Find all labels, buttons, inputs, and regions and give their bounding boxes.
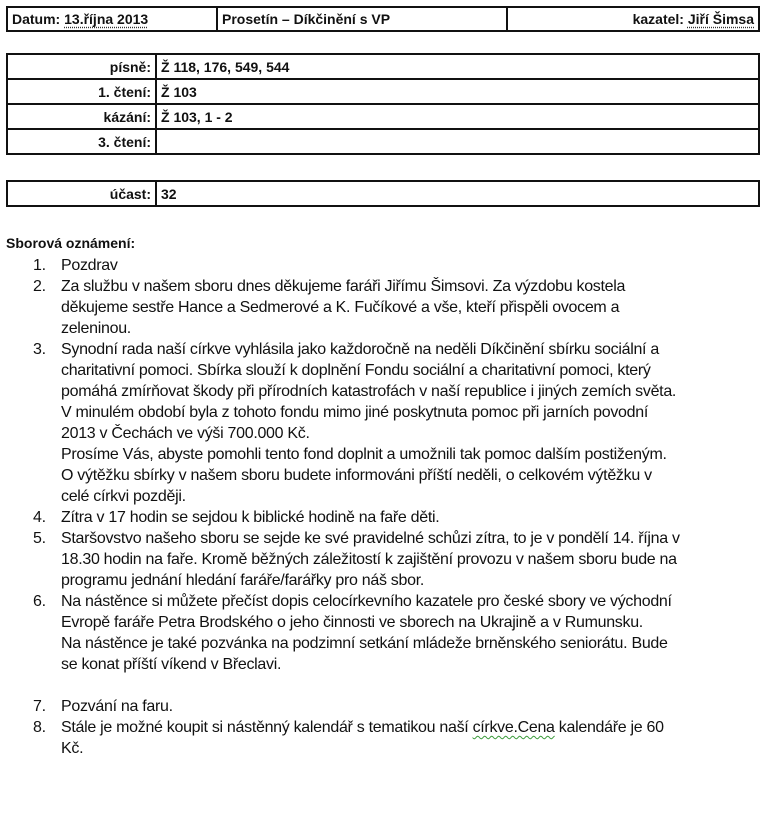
- announcement-item: [6, 717, 681, 759]
- item-number: 7.: [33, 698, 46, 715]
- item-text: Staršovstvo našeho sboru se sejde ke své pravidelné schůzi zítra, to je v pondělí 14. října v 18.30 hodin na faře. Kromě běžných záležitostí k zajištění provozu v našem sboru bude na programu jednání hledání faráře/farářky pro náš sbor.: [61, 530, 680, 589]
- item-text: Pozvání na faru.: [61, 698, 173, 715]
- sermon-label: kázání:: [7, 104, 156, 129]
- item-number: 6.: [33, 593, 46, 610]
- attendance-value: 32: [156, 181, 759, 206]
- preacher-cell: [507, 7, 759, 31]
- date-value: 13.října 2013: [64, 11, 149, 27]
- date-cell: [7, 7, 217, 31]
- item-text: [61, 717, 681, 759]
- announcements-list: [6, 255, 766, 759]
- announcement-item: [6, 528, 681, 591]
- third-reading-label: 3. čtení:: [7, 129, 156, 154]
- attendance-table: [6, 180, 760, 207]
- item-number: 8.: [33, 719, 46, 736]
- announcement-item: [6, 339, 681, 507]
- announcements-heading: Sborová oznámení:: [6, 235, 136, 251]
- order-row-first-reading: [7, 79, 759, 104]
- order-row-sermon: [7, 104, 759, 129]
- header-row: [7, 7, 759, 31]
- announcement-item: [6, 276, 681, 339]
- songs-label: písně:: [7, 54, 156, 79]
- blank-line: [61, 675, 681, 696]
- service-title: Prosetín – Díkčinění s VP: [217, 7, 507, 31]
- first-reading-label: 1. čtení:: [7, 79, 156, 104]
- item-text: Na nástěnce si můžete přečíst dopis celocírkevního kazatele pro české sbory ve východní Evropě faráře Petra Brodského o jeho činnosti ve sborech na Ukrajině a v Rumunsku.: [61, 593, 672, 631]
- date-label: Datum:: [12, 11, 61, 27]
- third-reading-value: [156, 129, 759, 154]
- announcement-item: [6, 591, 681, 696]
- item-number: 5.: [33, 530, 46, 547]
- announcement-item: [6, 255, 681, 276]
- service-order-table: [6, 53, 760, 155]
- item-text: O výtěžku sbírky v našem sboru budete informováni příští neděli, o celkovém výtěžku v celé církvi později.: [61, 467, 652, 505]
- service-header-table: [6, 6, 760, 32]
- first-reading-value: Ž 103: [156, 79, 759, 104]
- item-number: 4.: [33, 509, 46, 526]
- attendance-row: [7, 181, 759, 206]
- item-number: 1.: [33, 257, 46, 274]
- announcements-section: [6, 234, 766, 759]
- item-text: Zítra v 17 hodin se sejdou k biblické hodině na faře děti.: [61, 509, 440, 526]
- item-text: Synodní rada naší církve vyhlásila jako každoročně na neděli Díkčinění sbírku sociální a charitativní pomoci. Sbírka slouží k doplnění Fondu sociální a charitativní pomoci, který pomáhá zmírňovat škody při přírodních katastrofách v naší republice i jiných zemích světa. V minulém období byla z tohoto fondu mimo jiné poskytnuta pomoc při jarních povodní 2013 v Čechách ve výši 700.000 Kč.: [61, 341, 677, 442]
- announcement-item: [6, 507, 681, 528]
- item-text-before: Stále je možné koupit si nástěnný kalendář s tematikou naší: [61, 719, 473, 736]
- item-number: 2.: [33, 278, 46, 295]
- preacher-value: Jiří Šimsa: [687, 11, 754, 27]
- grammar-flagged-text: církve.Cena: [472, 719, 555, 736]
- attendance-label: účast:: [7, 181, 156, 206]
- preacher-label: kazatel:: [632, 11, 684, 27]
- order-row-songs: [7, 54, 759, 79]
- item-text: Za službu v našem sboru dnes děkujeme faráři Jiřímu Šimsovi. Za výzdobu kostela děkujeme sestře Hance a Sedmerové a K. Fučíkové a vše, kteří přispěli ovocem a zeleninou.: [61, 278, 626, 337]
- item-number: 3.: [33, 341, 46, 358]
- item-text: Na nástěnce je také pozvánka na podzimní setkání mládeže brněnského seniorátu. Bude se konat příští víkend v Břeclavi.: [61, 635, 668, 673]
- sermon-value: Ž 103, 1 - 2: [156, 104, 759, 129]
- item-text: Pozdrav: [61, 257, 118, 274]
- songs-value: Ž 118, 176, 549, 544: [156, 54, 759, 79]
- order-row-third-reading: [7, 129, 759, 154]
- item-text-after: kalendáře je 60 Kč.: [61, 719, 664, 757]
- announcement-item: [6, 696, 681, 717]
- item-text: Prosíme Vás, abyste pomohli tento fond doplnit a umožnili tak pomoc dalším postiženým.: [61, 446, 667, 463]
